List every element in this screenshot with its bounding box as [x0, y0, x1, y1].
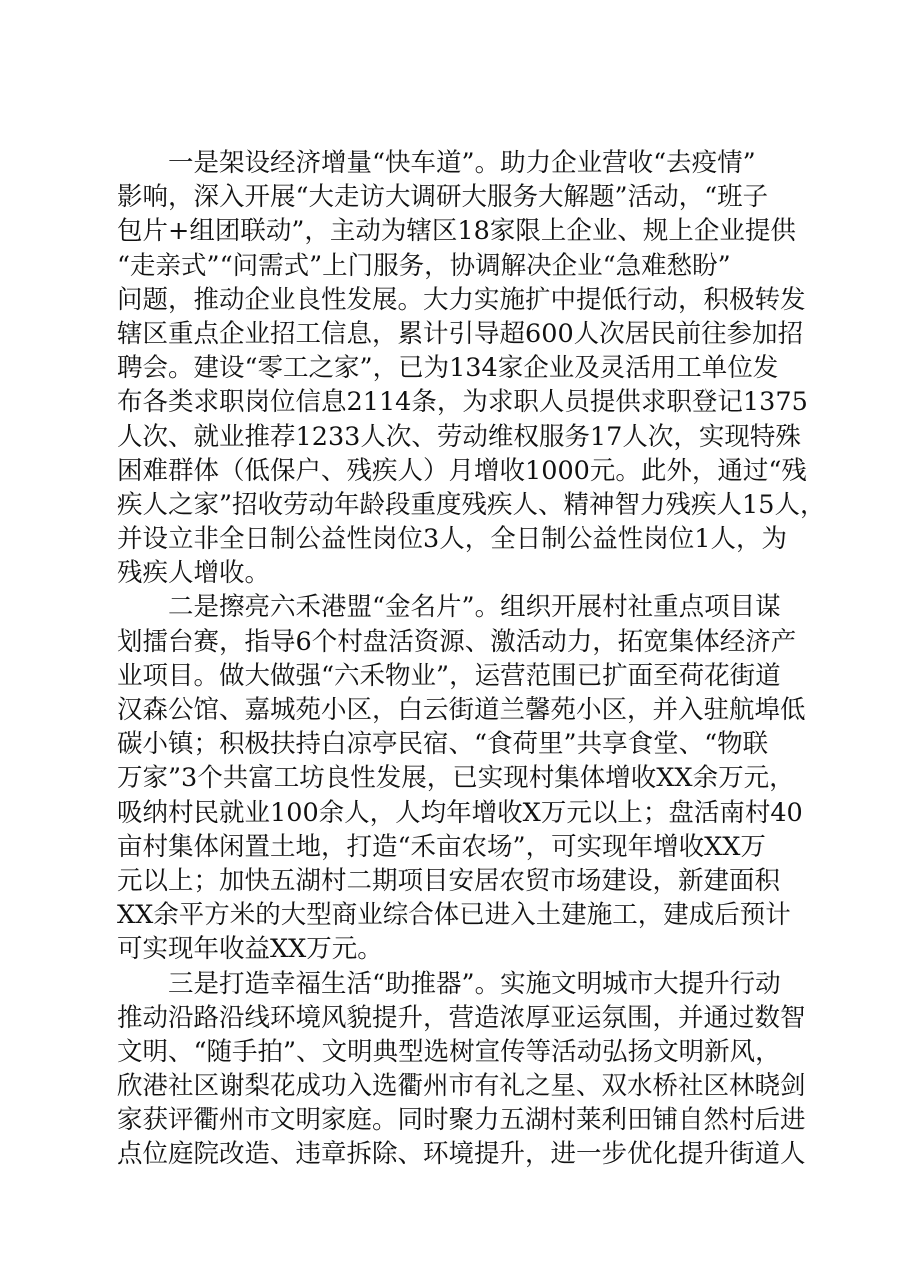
text-line: 布各类求职岗位信息2114条，为求职人员提供求职登记1375	[117, 387, 808, 418]
text-line: 残疾人增收。	[117, 558, 271, 589]
paragraph-happy-life	[117, 967, 806, 1172]
text-line: 影响，深入开展“大走访大调研大服务大解题”活动，“班子	[117, 182, 769, 213]
document-body	[117, 146, 826, 1172]
text-line: 人次、就业推荐1233人次、劳动维权服务17人次，实现特殊	[117, 421, 801, 452]
text-line: 并设立非全日制公益性岗位3人，全日制公益性岗位1人，为	[117, 524, 787, 555]
text-line: “走亲式”“问需式”上门服务，协调解决企业“急难愁盼”	[117, 250, 731, 281]
text-line: 划擂台赛，指导6个村盘活资源、激活动力，拓宽集体经济产	[117, 626, 797, 657]
text-line: 点位庭院改造、违章拆除、环境提升，进一步优化提升街道人	[117, 1139, 806, 1170]
text-line: 吸纳村民就业100余人，人均年增收X万元以上；盘活南村40	[117, 797, 803, 828]
paragraph-economic-growth	[117, 146, 826, 590]
text-line: XX余平方米的大型商业综合体已进入土建施工，建成后预计	[117, 900, 791, 931]
text-line: 二是擦亮六禾港盟“金名片”。组织开展村社重点项目谋	[168, 592, 781, 623]
paragraph-liuhe-brand	[117, 590, 806, 966]
text-line: 问题，推动企业良性发展。大力实施扩中提低行动，积极转发	[117, 284, 806, 315]
text-line: 亩村集体闲置土地，打造“禾亩农场”，可实现年增收XX万	[117, 831, 766, 862]
text-line: 包片+组团联动”，主动为辖区18家限上企业、规上企业提供	[117, 216, 796, 247]
text-line: 欣港社区谢梨花成功入选衢州市有礼之星、双水桥社区林晓剑	[117, 1071, 806, 1102]
text-line: 可实现年收益XX万元。	[117, 934, 383, 965]
text-line: 万家”3个共富工坊良性发展，已实现村集体增收XX余万元，	[117, 763, 795, 794]
text-line: 疾人之家”招收劳动年龄段重度残疾人、精神智力残疾人15人，	[117, 489, 826, 520]
text-line: 一是架设经济增量“快车道”。助力企业营收“去疫情”	[168, 148, 756, 178]
text-line: 困难群体（低保户、残疾人）月增收1000元。此外，通过“残	[117, 455, 807, 486]
text-line: 元以上；加快五湖村二期项目安居农贸市场建设，新建面积	[117, 865, 781, 896]
text-line: 聘会。建设“零工之家”，已为134家企业及灵活用工单位发	[117, 353, 779, 384]
text-line: 家获评衢州市文明家庭。同时聚力五湖村莱利田铺自然村后进	[117, 1105, 806, 1136]
text-line: 三是打造幸福生活“助推器”。实施文明城市大提升行动	[168, 968, 781, 999]
text-line: 业项目。做大做强“六禾物业”，运营范围已扩面至荷花街道	[117, 660, 781, 691]
text-line: 文明、“随手拍”、文明典型选树宣传等活动弘扬文明新风，	[117, 1036, 781, 1067]
text-line: 汉森公馆、嘉城苑小区，白云街道兰馨苑小区，并入驻航埠低	[117, 695, 806, 725]
text-line: 碳小镇；积极扶持白凉亭民宿、“食荷里”共享食堂、“物联	[117, 729, 769, 760]
text-line: 辖区重点企业招工信息，累计引导超600人次居民前往参加招	[117, 318, 804, 349]
text-line: 推动沿路沿线环境风貌提升，营造浓厚亚运氛围，并通过数智	[117, 1002, 806, 1033]
